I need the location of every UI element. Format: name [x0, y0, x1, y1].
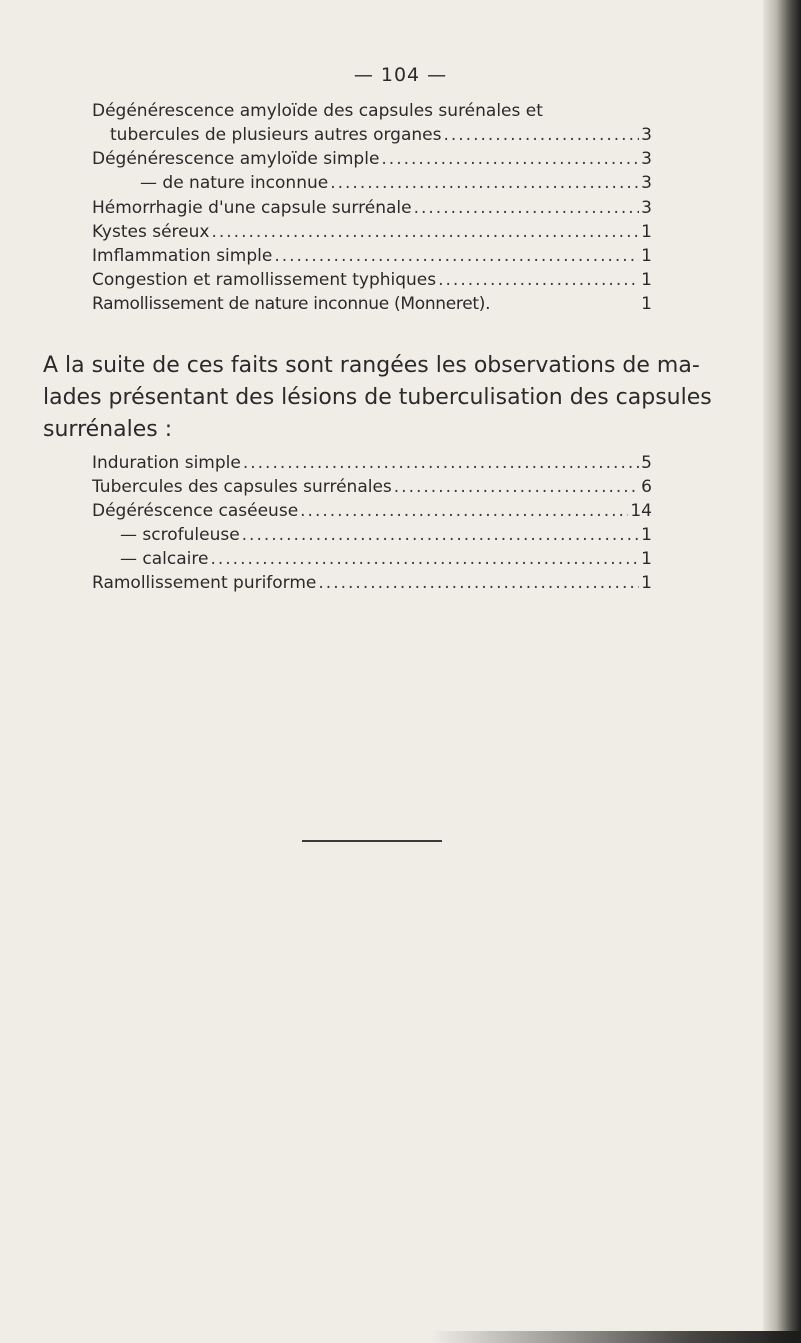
list-item — [92, 244, 652, 268]
leader-dots — [210, 547, 639, 571]
list-item-label: — scrofuleuse — [120, 525, 240, 545]
list-item — [92, 220, 652, 244]
leader-dots — [274, 244, 639, 268]
list-item — [92, 499, 652, 523]
paragraph-line: surrénales : — [43, 417, 173, 442]
list-item-label: Congestion et ramollissement typhiques — [92, 270, 437, 290]
list-item-label: Dégéréscence caséeuse — [92, 501, 299, 521]
leader-dots — [438, 268, 639, 292]
page-number: — 104 — — [353, 64, 448, 86]
leader-dots — [330, 171, 639, 195]
leader-dots — [394, 475, 639, 499]
list-item — [92, 147, 652, 171]
list-item-label: — calcaire — [120, 549, 209, 569]
list-item — [92, 196, 652, 220]
paragraph-line: lades présentant des lésions de tuberculisation des capsules — [43, 385, 712, 410]
list-item-value: 5 — [641, 453, 652, 473]
page-edge — [763, 0, 801, 1343]
paragraph-line: A la suite de ces faits sont rangées les observations de ma- — [43, 353, 700, 378]
list-item-value: 3 — [641, 198, 652, 218]
list-item — [92, 99, 652, 123]
leader-dots — [414, 196, 640, 220]
list-item — [92, 292, 652, 316]
list-item-label: Dégénérescence amyloïde des capsules surénales et — [92, 101, 543, 121]
list-item-value: 1 — [641, 222, 652, 242]
list-item — [110, 123, 652, 147]
list-item — [92, 475, 652, 499]
list-item-value: 1 — [641, 246, 652, 266]
list-item-label: Kystes séreux — [92, 222, 210, 242]
list-item-value: 3 — [641, 173, 652, 193]
list-item — [92, 268, 652, 292]
list-item-label: Dégénérescence amyloïde simple — [92, 149, 380, 169]
list-item-label: Tubercules des capsules surrénales — [92, 477, 392, 497]
list-item-value: 1 — [641, 270, 652, 290]
list-item-label: Hémorrhagie d'une capsule surrénale — [92, 198, 412, 218]
list-item-value: 3 — [641, 149, 652, 169]
list-item-value: 1 — [641, 573, 652, 593]
list-item-value: 1 — [641, 294, 652, 314]
body-paragraph — [43, 350, 748, 446]
leader-dots — [381, 147, 639, 171]
list-item — [120, 523, 652, 547]
leader-dots — [300, 499, 628, 523]
list-item-label: tubercules de plusieurs autres organes — [110, 125, 442, 145]
list-item-value: 6 — [641, 477, 652, 497]
bottom-shadow — [430, 1331, 801, 1343]
leader-dots — [243, 451, 639, 475]
list-item-label: Ramollissement de nature inconnue (Monneret). — [92, 294, 491, 314]
leader-dots — [443, 123, 639, 147]
leader-dots — [242, 523, 640, 547]
list-item — [120, 547, 652, 571]
list-item-label: Imflammation simple — [92, 246, 273, 266]
list-item — [140, 171, 652, 195]
list-item — [92, 571, 652, 595]
list-item-label: Induration simple — [92, 453, 241, 473]
list-item-label: Ramollissement puriforme — [92, 573, 317, 593]
list-item-label: — de nature inconnue — [140, 173, 329, 193]
list-item-value: 1 — [641, 525, 652, 545]
section-divider — [302, 840, 442, 842]
list-item-value: 14 — [630, 501, 652, 521]
leader-dots — [318, 571, 639, 595]
list-item — [92, 451, 652, 475]
list-item-value: 1 — [641, 549, 652, 569]
leader-dots — [211, 220, 639, 244]
list-item-value: 3 — [641, 125, 652, 145]
